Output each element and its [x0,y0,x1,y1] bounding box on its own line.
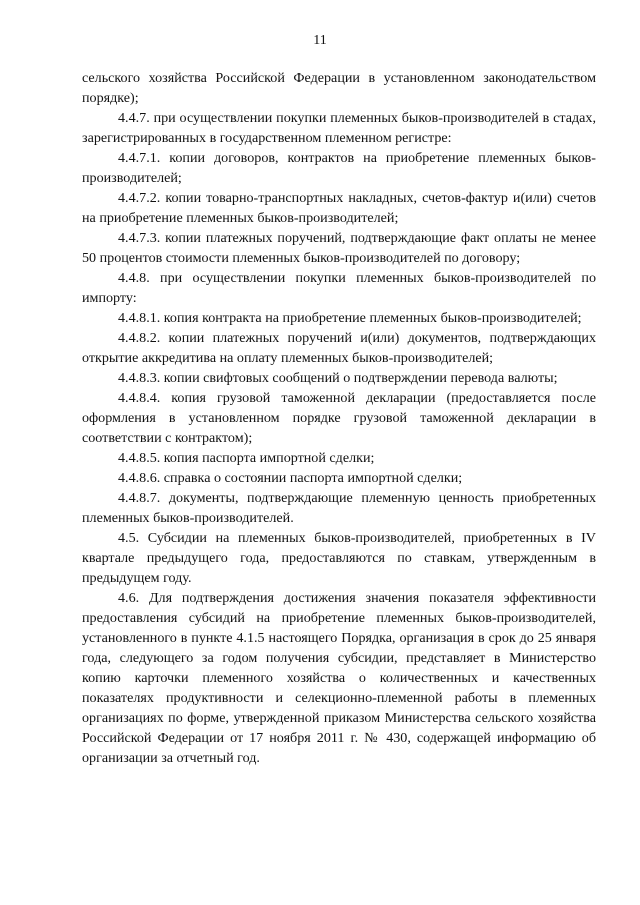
document-body [82,68,596,768]
paragraph-4-4-8: 4.4.8. при осуществлении покупки племенных быков-производителей по импорту: [82,270,596,306]
paragraph-4-4-8-6: 4.4.8.6. справка о состоянии паспорта импортной сделки; [118,470,463,486]
paragraph-4-6: 4.6. Для подтверждения достижения значения показателя эффективности предоставления субсидий на приобретение племенных быков-производителей, установленного в пункте 4.1.5 настоящего Порядка, организация в срок до 25 января года, следующего за годом получения субсидии, представляет в Министерство копию карточки племенного хозяйства о количественных и качественных показателях продуктивности и селекционно-племенной работы в племенных организациях по форме, утвержденной приказом Министерства сельского хозяйства Российской Федерации от 17 ноября 2011 г. № 430, содержащей информацию об организации за отчетный год. [82,590,596,766]
paragraph-4-4-8-2: 4.4.8.2. копии платежных поручений и(или) документов, подтверждающих открытие аккредитива на оплату племенных быков-производителей; [82,330,596,366]
paragraph-continuation: сельского хозяйства Российской Федерации в установленном законодательством порядке); [82,70,596,106]
paragraph-4-5: 4.5. Субсидии на племенных быков-производителей, приобретенных в IV квартале предыдущего года, предоставляются по ставкам, утвержденным в предыдущем году. [82,530,596,586]
paragraph-4-4-7-3: 4.4.7.3. копии платежных поручений, подтверждающие факт оплаты не менее 50 процентов стоимости племенных быков-производителей по договору; [82,230,596,266]
paragraph-4-4-7-2: 4.4.7.2. копии товарно-транспортных накладных, счетов-фактур и(или) счетов на приобретение племенных быков-производителей; [82,190,596,226]
paragraph-4-4-8-5: 4.4.8.5. копия паспорта импортной сделки; [118,450,375,466]
paragraph-4-4-8-1: 4.4.8.1. копия контракта на приобретение племенных быков-производителей; [118,310,582,326]
paragraph-4-4-8-3: 4.4.8.3. копии свифтовых сообщений о подтверждении перевода валюты; [118,370,558,386]
paragraph-4-4-7: 4.4.7. при осуществлении покупки племенных быков-производителей в стадах, зарегистрированных в государственном племенном регистре: [82,110,596,146]
paragraph-4-4-8-7: 4.4.8.7. документы, подтверждающие племенную ценность приобретенных племенных быков-производителей. [82,490,596,526]
paragraph-4-4-7-1: 4.4.7.1. копии договоров, контрактов на приобретение племенных быков-производителей; [82,150,596,186]
page-number: 11 [313,33,327,48]
paragraph-4-4-8-4: 4.4.8.4. копия грузовой таможенной декларации (предоставляется после оформления в установленном порядке грузовой таможенной декларации в соответствии с контрактом); [82,390,596,446]
